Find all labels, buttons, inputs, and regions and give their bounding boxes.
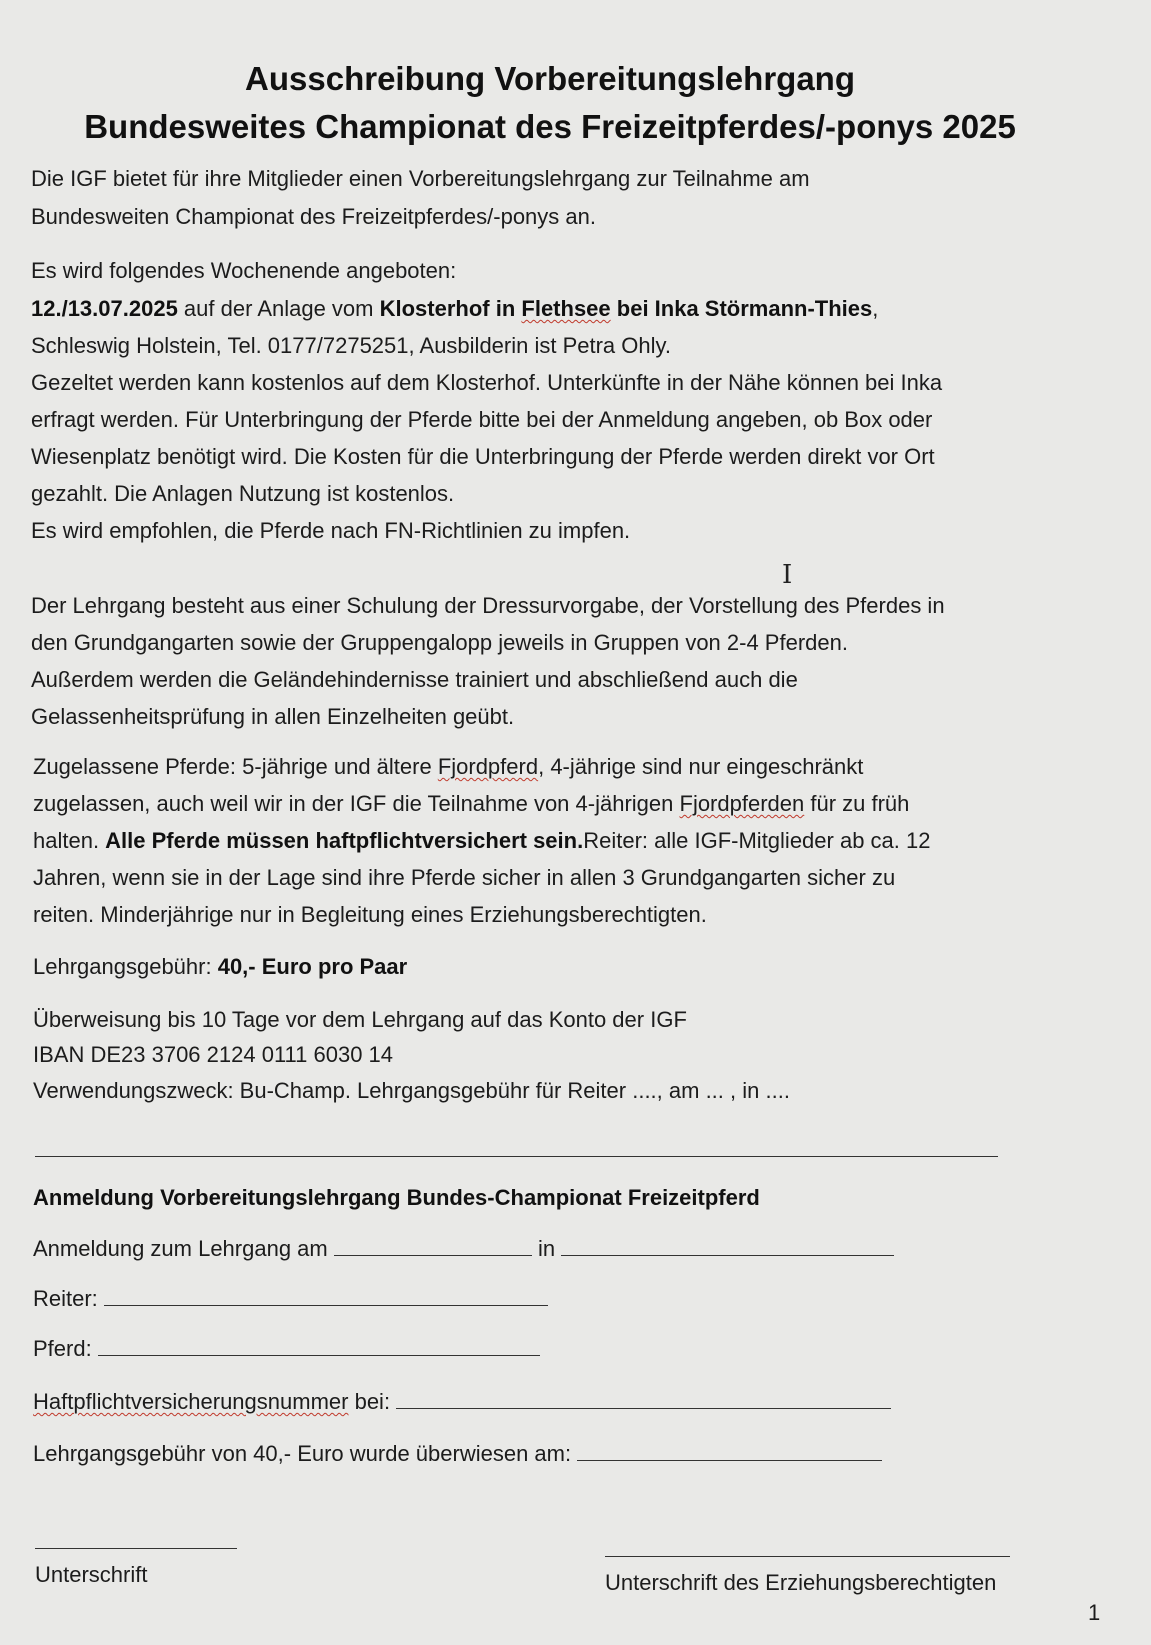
horse-field[interactable] [98,1337,540,1356]
admission-l1c: , 4-jährige sind nur eingeschränkt [538,754,864,779]
registration-date-field[interactable] [334,1237,532,1256]
admission-line-1 [33,748,863,785]
payment-line-3: Verwendungszweck: Bu-Champ. Lehrgangsgebühr für Reiter ...., am ... , in .... [33,1078,790,1103]
admission-line-5: reiten. Minderjährige nur in Begleitung eines Erziehungsberechtigten. [33,902,707,927]
signature-label: Unterschrift [35,1562,148,1587]
rider-label: Reiter: [33,1286,104,1311]
registration-place-field[interactable] [561,1237,894,1256]
event-line-4: erfragt werden. Für Unterbringung der Pferde bitte bei der Anmeldung angeben, ob Box oder [31,407,933,432]
horse-label: Pferd: [33,1336,98,1361]
insurance-field[interactable] [396,1390,891,1409]
admission-l1b: Fjordpferd [437,754,539,779]
event-line-6: gezahlt. Die Anlagen Nutzung ist kostenlos. [31,481,455,506]
fee-paid-label: Lehrgangsgebühr von 40,- Euro wurde überwiesen am: [33,1441,578,1466]
payment-line-1: Überweisung bis 10 Tage vor dem Lehrgang auf das Konto der IGF [33,1007,687,1032]
admission-line-3 [33,822,930,859]
guardian-signature-label: Unterschrift des Erziehungsberechtigten [605,1570,997,1595]
course-line-1: Der Lehrgang besteht aus einer Schulung der Dressurvorgabe, der Vorstellung des Pferdes in [31,593,945,618]
intro-line-1: Die IGF bietet für ihre Mitglieder einen Vorbereitungslehrgang zur Teilnahme am [31,166,810,191]
title-line-2: Bundesweites Championat des Freizeitpferdes/-ponys 2025 [84,108,1016,145]
rider-field[interactable] [104,1287,548,1306]
admission-l3b: Alle Pferde müssen haftpflichtversichert sein. [105,828,584,853]
title-line-1: Ausschreibung Vorbereitungslehrgang [245,60,855,97]
admission-line-4: Jahren, wenn sie in der Lage sind ihre Pferde sicher in allen 3 Grundgangarten sicher zu [33,865,896,890]
course-line-3: Außerdem werden die Geländehindernisse trainiert und abschließend auch die [31,667,798,692]
event-offer: Es wird folgendes Wochenende angeboten: [31,258,457,283]
event-line-7: Es wird empfohlen, die Pferde nach FN-Richtlinien zu impfen. [31,518,631,543]
event-place-c: bei Inka Störmann-Thies [610,296,873,321]
guardian-signature-line[interactable] [605,1556,1010,1557]
insurance-label-a: Haftpflichtversicherungsnummer [33,1389,349,1414]
form-heading: Anmeldung Vorbereitungslehrgang Bundes-Championat Freizeitpferd [33,1185,760,1210]
form-registration-row [33,1230,894,1267]
admission-l2c: für zu früh [804,791,910,816]
page-number: 1 [1088,1600,1101,1625]
payment-line-2: IBAN DE23 3706 2124 0111 6030 14 [33,1042,394,1067]
event-date: 12./13.07.2025 [31,296,178,321]
registration-in-label: in [531,1236,562,1261]
insurance-label-b: bei: [348,1389,397,1414]
event-place-a: Klosterhof in [379,296,522,321]
event-place-b: Flethsee [521,296,611,321]
section-divider [35,1156,998,1157]
admission-line-2 [33,785,909,822]
event-line-1 [31,290,878,327]
admission-l3a: halten. [33,828,106,853]
admission-l1a: Zugelassene Pferde: 5-jährige und ältere [33,754,438,779]
event-line-2: Schleswig Holstein, Tel. 0177/7275251, Ausbilderin ist Petra Ohly. [31,333,671,358]
form-fee-paid-row [33,1435,882,1472]
intro-line-2: Bundesweiten Championat des Freizeitpferdes/-ponys an. [31,204,596,229]
text-cursor-icon: I [782,560,793,590]
signature-line[interactable] [35,1548,237,1549]
registration-label: Anmeldung zum Lehrgang am [33,1236,334,1261]
event-comma: , [872,296,879,321]
form-horse-row [33,1330,540,1367]
admission-l2b: Fjordpferden [679,791,805,816]
course-line-4: Gelassenheitsprüfung in allen Einzelheiten geübt. [31,704,515,729]
form-rider-row [33,1280,548,1317]
fee-amount: 40,- Euro pro Paar [217,954,408,979]
admission-l3c: Reiter: alle IGF-Mitglieder ab ca. 12 [583,828,931,853]
fee-paid-date-field[interactable] [577,1442,882,1461]
admission-l2a: zugelassen, auch weil wir in der IGF die Teilnahme von 4-jährigen [33,791,680,816]
event-line-3: Gezeltet werden kann kostenlos auf dem Klosterhof. Unterkünfte in der Nähe können bei Inka [31,370,943,395]
course-line-2: den Grundgangarten sowie der Gruppengalopp jeweils in Gruppen von 2-4 Pferden. [31,630,848,655]
event-line-5: Wiesenplatz benötigt wird. Die Kosten für die Unterbringung der Pferde werden direkt vor Ort [31,444,935,469]
fee-label: Lehrgangsgebühr: [33,954,218,979]
event-on-site: auf der Anlage vom [177,296,380,321]
fee-line [33,948,407,985]
form-insurance-row [33,1383,891,1420]
